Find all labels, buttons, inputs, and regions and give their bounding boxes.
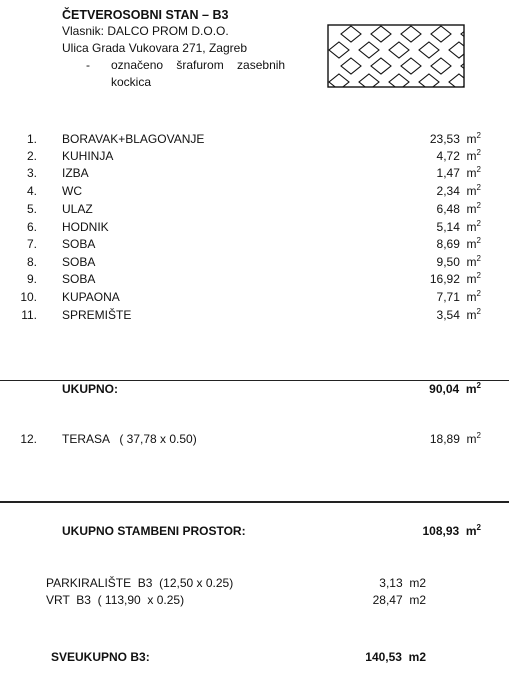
room-row (0, 202, 509, 219)
room-number: 8. (26, 255, 37, 269)
room-area: 6,48 $m^2$ (436, 201, 481, 216)
note-line-2: kockica (111, 75, 152, 89)
room-row (0, 308, 509, 325)
extra-item-name: PARKIRALIŠTE B3 (12,50 x 0.25) (46, 576, 234, 590)
room-row (0, 272, 509, 289)
living-total-row (0, 524, 509, 541)
room-name: SOBA (62, 272, 96, 286)
room-area: 3,54 $m^2$ (436, 307, 481, 322)
grand-total-area: 140,53 m2 (365, 650, 426, 664)
room-area: 8,69 $m^2$ (436, 236, 481, 251)
terrace-area: 18,89 $m^2$ (429, 431, 481, 446)
owner-line: Vlasnik: DALCO PROM D.O.O. (62, 24, 229, 38)
room-row (0, 290, 509, 307)
terrace-number: 12. (20, 432, 37, 446)
room-row (0, 149, 509, 166)
room-number: 3. (26, 166, 37, 180)
room-name: KUHINJA (62, 149, 114, 163)
room-area: 2,34 $m^2$ (436, 183, 481, 198)
total-area: 90,04 $m^2$ (429, 381, 481, 396)
room-number: 11. (21, 308, 37, 322)
room-name: SOBA (62, 237, 96, 251)
room-number: 4. (26, 184, 37, 198)
room-name: WC (62, 184, 82, 198)
extra-item-name: VRT B3 ( 113,90 x 0.25) (46, 593, 185, 607)
total-label: UKUPNO: (62, 382, 118, 396)
divider-line (0, 380, 509, 381)
note-line-1: označeno šrafurom zasebnih (111, 58, 286, 72)
room-area: 23,53 $m^2$ (429, 131, 481, 146)
room-name: KUPAONA (62, 290, 120, 304)
terrace-name: TERASA ( 37,78 x 0.50) (62, 432, 197, 446)
room-number: 2. (26, 149, 37, 163)
room-row (0, 132, 509, 149)
room-name: BORAVAK+BLAGOVANJE (62, 132, 205, 146)
terrace-row (0, 432, 509, 449)
room-row (0, 184, 509, 201)
room-number: 6. (26, 220, 37, 234)
document-title: ČETVEROSOBNI STAN – B3 (62, 8, 229, 22)
room-area: 16,92 $m^2$ (429, 271, 481, 286)
room-number: 9. (26, 272, 37, 286)
room-name: ULAZ (62, 202, 93, 216)
hatch-legend-icon (327, 24, 465, 88)
room-name: HODNIK (62, 220, 109, 234)
room-name: SOBA (62, 255, 96, 269)
divider-line (0, 501, 509, 503)
room-row (0, 220, 509, 237)
room-area: 7,71 $m^2$ (436, 289, 481, 304)
grand-total-label: SVEUKUPNO B3: (51, 650, 150, 664)
room-row (0, 237, 509, 254)
extra-item-area: 3,13 m2 (379, 576, 426, 590)
room-row (0, 255, 509, 272)
room-area: 4,72 $m^2$ (436, 148, 481, 163)
total-row (0, 382, 509, 399)
living-total-area: 108,93 $m^2$ (422, 523, 481, 538)
living-total-label: UKUPNO STAMBENI PROSTOR: (62, 524, 246, 538)
room-area: 9,50 $m^2$ (436, 254, 481, 269)
room-area: 5,14 $m^2$ (436, 219, 481, 234)
address-line: Ulica Grada Vukovara 271, Zagreb (62, 41, 247, 55)
room-name: IZBA (62, 166, 89, 180)
room-number: 7. (26, 237, 37, 251)
extra-item-area: 28,47 m2 (372, 593, 426, 607)
room-row (0, 166, 509, 183)
room-number: 5. (26, 202, 37, 216)
room-area: 1,47 $m^2$ (436, 165, 481, 180)
room-number: 1. (26, 132, 37, 146)
note-dash: - (86, 58, 90, 72)
room-name: SPREMIŠTE (62, 308, 132, 322)
room-number: 10. (20, 290, 37, 304)
